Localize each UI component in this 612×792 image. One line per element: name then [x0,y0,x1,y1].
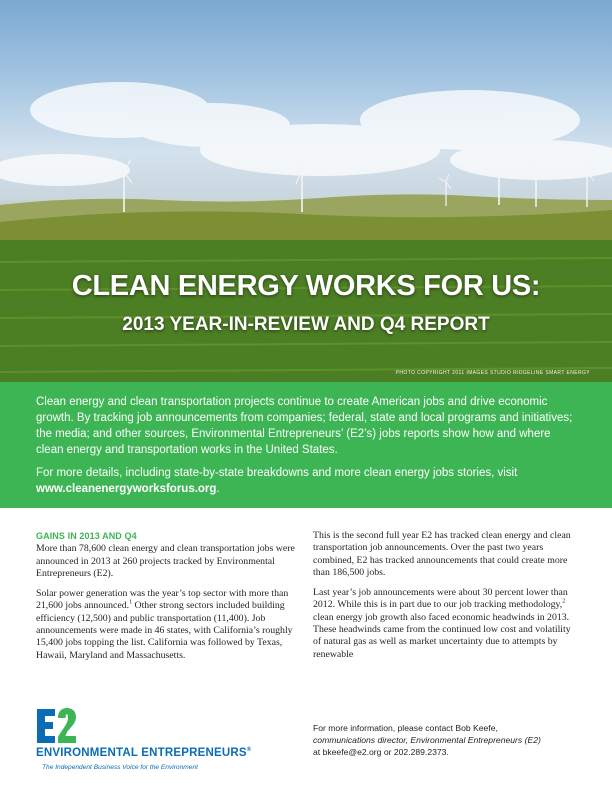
body-text: Solar power generation was the year’s top sector with more than 21,600 jobs announced. [36,588,289,612]
photo-credit: PHOTO COPYRIGHT 2011 IMAGES STUDIO RIDGELINE SMART ENERGY [395,370,590,376]
report-subtitle: 2013 YEAR-IN-REVIEW AND Q4 REPORT [122,314,490,335]
left-column [36,530,300,670]
intro-band [0,382,612,508]
body-text: Last year’s job announcements were about 30 percent lower than 2012. While this is in part due to our job tracking methodology, [313,587,568,611]
contact-line: For more information, please contact Bob Keefe, [313,723,498,733]
right-column [313,530,577,669]
contact-title: communications director, Environmental Entrepreneurs (E2) [313,735,541,745]
organization-name [36,747,251,759]
body-paragraph [36,588,300,662]
e2-logo [36,706,252,771]
contact-info [313,722,583,758]
footnote-ref[interactable]: 2 [562,599,566,606]
body-paragraph: More than 78,600 clean energy and clean transportation jobs were announced in 2013 at 260 projects tracked by Environmental Entrepreneurs (E2). [36,543,295,579]
intro-details-text: For more details, including state-by-state breakdowns and more clean energy jobs stories, visit [36,467,518,479]
body-text: clean energy job growth also faced economic headwinds in 2013. These headwinds came from the continued low cost and volatility of natural gas as well as market uncertainty due to attempts by renewable [313,611,571,660]
contact-email-phone[interactable]: at bkeefe@e2.org or 202.289.2373. [313,747,449,757]
organization-name-text: ENVIRONMENTAL ENTREPRENEURS [36,747,247,759]
intro-details-end: . [216,483,220,495]
body-text: Other strong sectors included building efficiency (12,500) and public transportation (11,400). Job announcements were made in 46 states, with California’s roughly 15,400 jobs topping the list. California was followed by Texas, Hawaii, Maryland and Massachusetts. [36,600,293,661]
section-heading: GAINS IN 2013 AND Q4 [36,531,137,541]
e2-logo-mark [36,706,78,746]
footnote-ref[interactable]: 1 [129,600,133,607]
report-title: CLEAN ENERGY WORKS FOR US: [71,270,541,302]
organization-tagline: The Independent Business Voice for the Environment [42,764,198,771]
hero-photo [0,0,612,382]
body-paragraph: This is the second full year E2 has tracked clean energy and clean transportation job announcements. Over the past two years combined, E2 has tracked announcements that could create more than 186,500 jobs. [313,530,571,578]
intro-details-paragraph [36,465,580,497]
website-link[interactable]: www.cleanenergyworksforus.org [36,483,217,495]
body-paragraph [313,587,577,661]
intro-paragraph: Clean energy and clean transportation projects continue to create American jobs and drive economic growth. By tracking job announcements from companies; federal, state and local programs and initiatives; the media; and other sources, Environmental Entrepreneurs’ (E2’s) jobs reports show how and where clean energy and transportation works in the United States. [36,396,573,456]
registered-mark: ® [246,747,252,754]
